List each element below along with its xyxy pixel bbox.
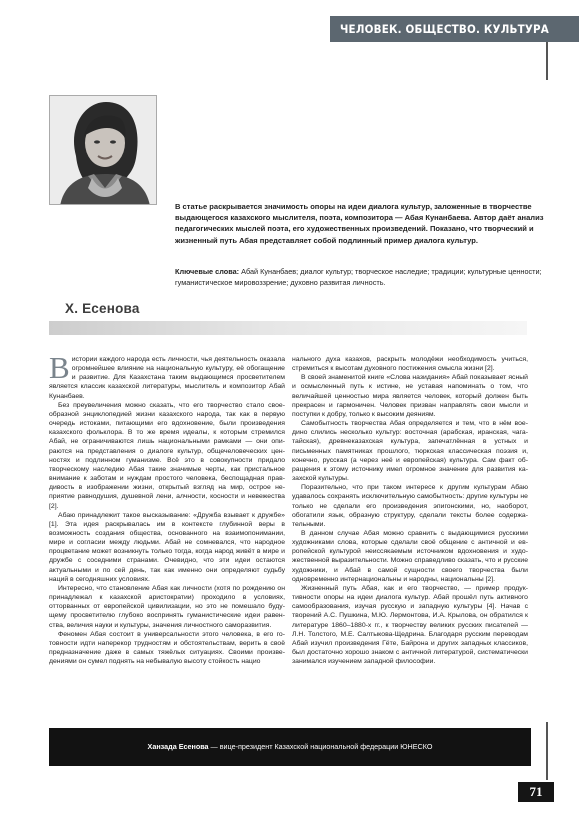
author-name: Х. Есенова	[65, 301, 140, 316]
author-underline-bar	[49, 321, 527, 335]
keywords	[175, 267, 544, 288]
paragraph: Интересно, что становление Абая как личности (хотя по рождению он принадлежал к казахской аристократии) проходило в условиях, отторванных от европейской цивилизации, но это не помешало будущему просветителю глубоко воспринять гуманистические идеи равенства, величия науки и культуры, значения личностного саморазвития.	[49, 584, 285, 629]
paragraph: Поразительно, что при таком интересе к другим культурам Абаю удавалось сохранять исключительную самобытность: другие культуры не только не сделали его произведения эпигонскими, но, наоборот, обогатили язык, образную структуру, сделали тексты более содержательными.	[292, 484, 528, 528]
section-header	[330, 16, 579, 42]
bio-role: — вице-президент Казахской национальной федерации ЮНЕСКО	[208, 742, 433, 751]
vertical-rule-top	[546, 42, 548, 80]
paragraph	[49, 350, 285, 401]
paragraph-text: истории каждого народа есть личности, чья деятельность оказала огромнейшее влияние на национальную культуру, её обогащение и развитие. Для Казахстана таким выдающимся просветителем является классик казахской литературы, мыслитель и композитор Абай Кунанбаев.	[49, 356, 285, 400]
paragraph: Феномен Абая состоит в универсальности этого человека, в его готовности идти наперекор трудностям и обстоятельствам, верить в своё предназначение даже в самых тяжёлых ситуациях. Своими произведениями он сумел поднять на небывалую высоту стойкость нацио	[49, 630, 285, 666]
article-column-right	[292, 355, 528, 666]
paragraph: Жизненный путь Абая, как и его творчество, — пример продуктивности опоры на идеи диалога культур. Абай прошёл путь активного самообразования, изучая русскую и западную культуры [4]. Начав с творений А.С. Пушкина, М.Ю. Лермонтова, И.А. Крылова, он обратился к литературе 1860–1880-х гг., к творчеству великих русских писателей — Л.Н. Толстого, М.Е. Салтыкова-Щедрина. Благодаря русским переводам Абай изучил произведения Гёте, Байрона и других западных классиков, был достаточно хорошо знаком с античной литературой, систематически занимался изучением западной философии.	[292, 584, 528, 666]
page-number: 71	[518, 782, 554, 802]
drop-cap: В	[49, 350, 70, 385]
keywords-label: Ключевые слова:	[175, 267, 240, 276]
article-column-left	[49, 350, 285, 666]
abstract: В статье раскрывается значимость опоры на идеи диалога культур, заложенные в творчестве выдающегося казахского мыслителя, поэта, композитора — Абая Кунанбаева. Автор даёт анализ педагогических мыслей поэта, его художественных произведений. Показано, что творческий и жизненный путь Абая представляет собой подлинный пример диалога культур.	[175, 202, 544, 245]
paragraph: Самобытность творчества Абая определяется и тем, что в нём воедино слились несколько культур: восточная (арабская, иранская, чагатайская), древнеказахская культура, запечатлённая в устных и письменных памятниках прошлого, тюркская классическая поэзия и, конечно, русская (а через неё и европейская) культура. Сам факт обращения к этому источнику имел огромное значение для развития казахской культуры.	[292, 420, 528, 483]
author-portrait-image	[50, 96, 157, 205]
bio-name: Ханзада Есенова	[147, 742, 209, 751]
paragraph: Без преувеличения можно сказать, что его творчество стало своеобразной энциклопедией жизни казахского народа, так как в первую очередь истоками, питающими его вдохновение, были произведения казахского фольклора. В то же время идеалы, к которым стремился Абай, не ограничиваются лишь национальными рамками — они опираются на представления о диалоге культур, общечеловеческих ценностях и подлинном гуманизме. Всё это в совокупности придало творческому наследию Абая такие значимые черты, как пристальное внимание к заботам и нуждам простого человека, беспощадная правдивость в изображении жизни, открытый взгляд на мир, острое неприятие равнодушия, душевной лени, алчности, косности и невежества [2].	[49, 401, 285, 510]
paragraph: В своей знаменитой книге «Слова назидания» Абай показывает ясный и осмысленный путь к истине, не уставая напоминать о том, что величайшей ценностью мира является человек, который должен быть прекрасен и гармоничен. Человек призван направлять свои мысли и поступки к добру, только к высоким деяниям.	[292, 374, 528, 418]
keywords-text: Абай Кунанбаев; диалог культур; творческое наследие; традиции; культурные ценности; гуманистическое мировоззрение; духовно развитая личность.	[175, 267, 542, 287]
paragraph: В данном случае Абая можно сравнить с выдающимися русскими художниками слова, которые сделали своё общение с античной и европейской культурой неиссякаемым источником вдохновения и художественной выразительности. Можно справедливо сказать, что и русские художники, и Абай в самой сущности своего творчества были одновременно интернациональны и народны, национальны [2].	[292, 529, 528, 583]
author-photo	[49, 95, 157, 205]
paragraph: нального духа казахов, раскрыть молодёжи необходимость учиться, стремиться к высотам духовного постижения смысла жизни [2].	[292, 356, 528, 373]
section-title: ЧЕЛОВЕК. ОБЩЕСТВО. КУЛЬТУРА	[340, 22, 550, 36]
vertical-rule-bottom	[546, 722, 548, 780]
paragraph: Абаю принадлежит такое высказывание: «Дружба взывает к дружбе» [1]. Эта идея раскрывалась им в контексте глубинной веры в возможность создания общества, основанного на взаимопонимании, мире и согласии между людьми. Абай не сомневался, что народное процветание может возникнуть только тогда, когда народ живёт в мире и дружбе с соседними странами. Очевидно, что эти идеи остаются актуальными и по сей день, так как именно они определяют судьбу наций в сегодняшних условиях.	[49, 511, 285, 583]
author-bio-bar	[49, 728, 531, 766]
